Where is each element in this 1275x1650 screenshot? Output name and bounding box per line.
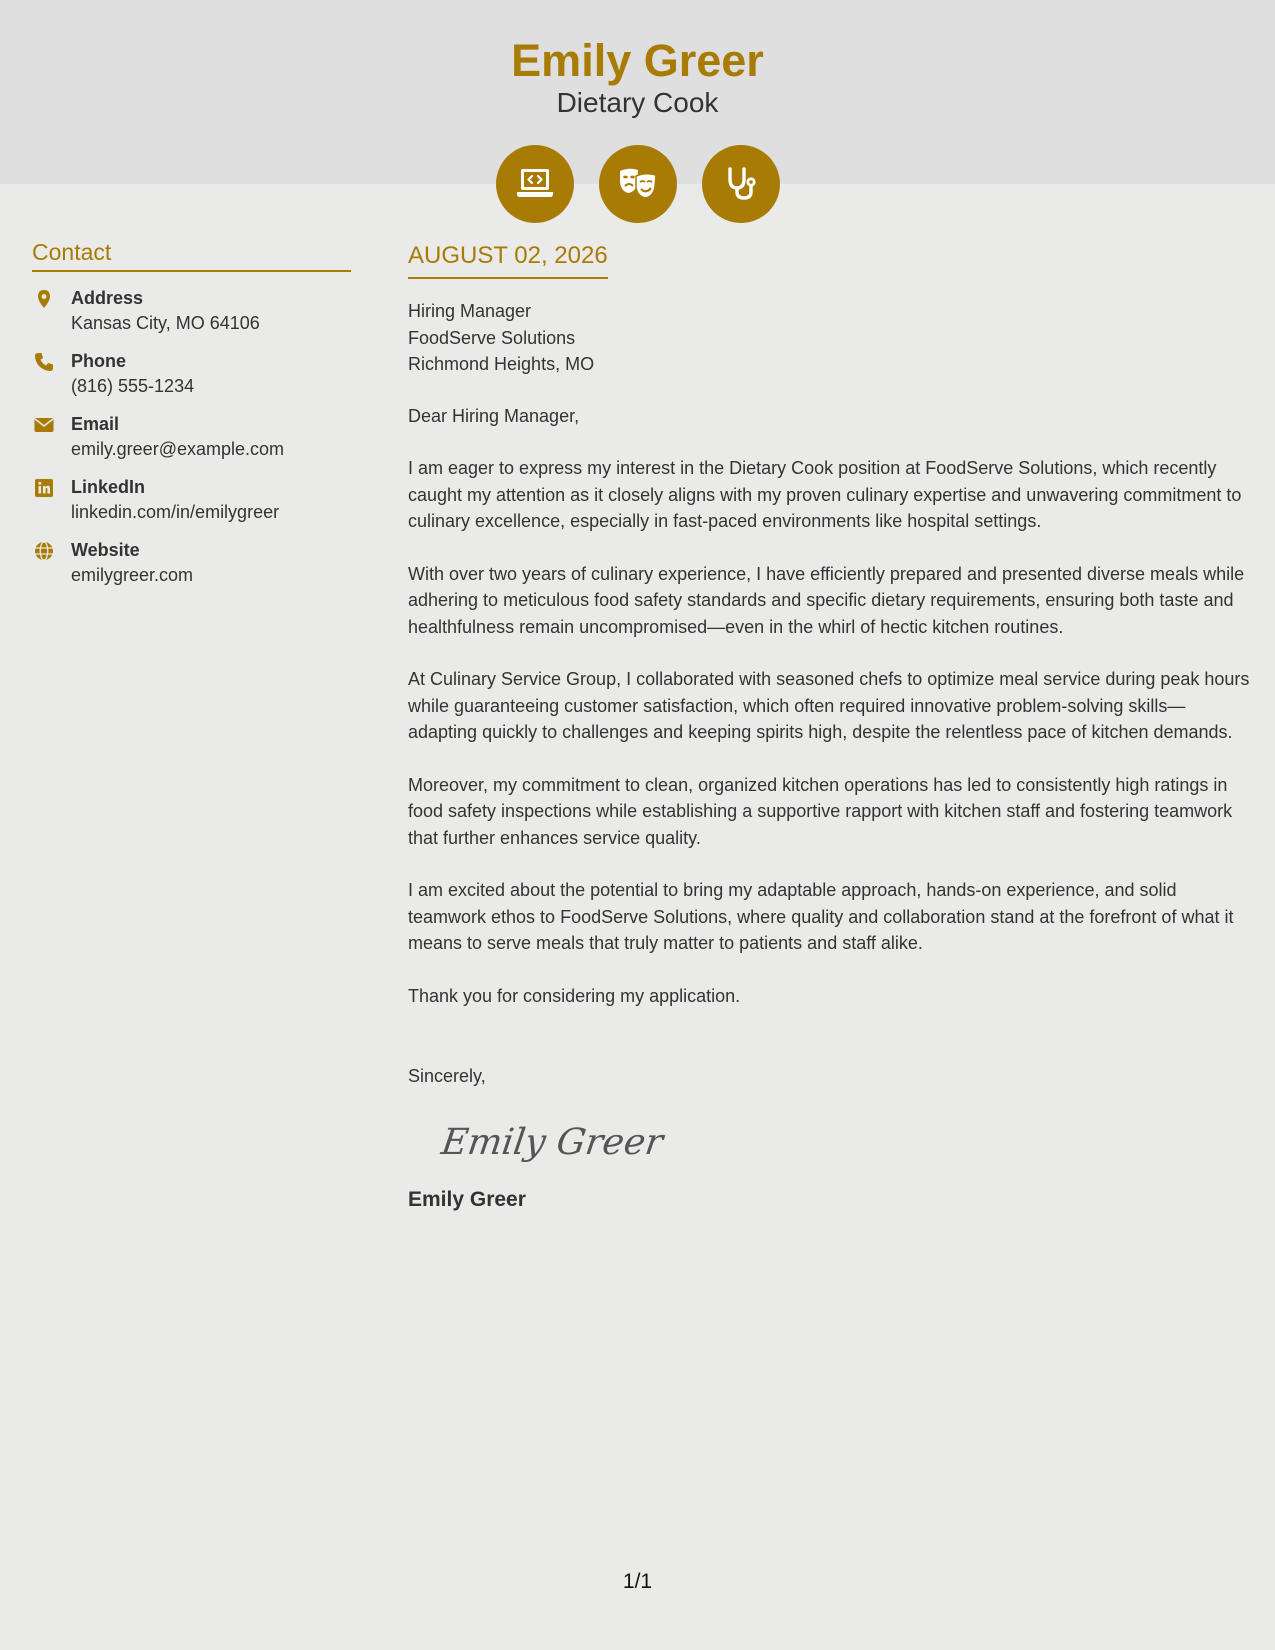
globe-icon [34, 541, 54, 561]
contact-label: Address [71, 288, 144, 308]
linkedin-icon [34, 478, 54, 498]
email-value[interactable]: emily.greer@example.com [71, 439, 285, 459]
signature-text: Emily Greer [438, 1119, 666, 1163]
letter-paragraph: Moreover, my commitment to clean, organized kitchen operations has led to consistently high ratings in food safety inspections while establishing a supportive rapport with kitchen staff and fostering teamwork that further enhances service quality. [408, 774, 1233, 848]
map-marker-icon [34, 289, 54, 309]
contact-label: Website [71, 540, 140, 560]
contact-list [32, 286, 351, 601]
recipient-line: Hiring Manager [408, 301, 532, 321]
letter-paragraph: Thank you for considering my application. [408, 985, 741, 1006]
applicant-name: Emily Greer [511, 35, 764, 86]
contact-label: Phone [71, 351, 127, 371]
page-number: 1/1 [622, 1570, 653, 1593]
contact-item-phone [32, 349, 351, 412]
laptop-code-icon [496, 145, 574, 223]
salutation: Dear Hiring Manager, [408, 405, 580, 426]
contact-item-address [32, 286, 351, 349]
phone-icon [34, 352, 54, 372]
letter-paragraph: At Culinary Service Group, I collaborated with seasoned chefs to optimize meal service during peak hours while guaranteeing customer satisfaction, which often required innovative problem-solving skills—adapting quickly to challenges and keeping spirits high, despite the relentless pace of kitchen demands. [408, 669, 1250, 742]
recipient-line: Richmond Heights, MO [408, 354, 595, 374]
header-icon-row [496, 145, 780, 223]
contact-item-linkedin [32, 475, 351, 538]
signed-name: Emily Greer [408, 1187, 526, 1211]
theater-masks-icon [599, 145, 677, 223]
contact-heading: Contact [32, 238, 351, 272]
stethoscope-icon [702, 145, 780, 223]
phone-value: (816) 555-1234 [71, 376, 195, 396]
address-value: Kansas City, MO 64106 [71, 313, 260, 333]
letter-date: AUGUST 02, 2026 [408, 240, 608, 279]
signature-image [438, 1112, 1253, 1172]
contact-sidebar [32, 238, 351, 601]
envelope-icon [34, 415, 54, 435]
website-value[interactable]: emilygreer.com [71, 565, 194, 585]
recipient-block [408, 298, 1253, 378]
letter-body [408, 240, 1253, 1214]
linkedin-value[interactable]: linkedin.com/in/emilygreer [71, 502, 280, 522]
recipient-line: FoodServe Solutions [408, 327, 576, 348]
job-title: Dietary Cook [556, 87, 719, 118]
closing: Sincerely, [408, 1066, 486, 1086]
letter-paragraph: I am eager to express my interest in the Dietary Cook position at FoodServe Solutions, which recently caught my attention as it closely aligns with my proven culinary expertise and unwavering commitment to culinary excellence, especially in fast-paced environments like hospital settings. [408, 458, 1242, 531]
contact-label: LinkedIn [71, 477, 146, 497]
contact-label: Email [71, 414, 120, 434]
letter-paragraph: I am excited about the potential to bring my adaptable approach, hands-on experience, and solid teamwork ethos to FoodServe Solutions, where quality and collaboration stand at the forefront of what it means to serve meals that truly matter to patients and staff alike. [408, 880, 1234, 953]
letter-paragraph: With over two years of culinary experience, I have efficiently prepared and presented diverse meals while adhering to meticulous food safety standards and specific dietary requirements, ensuring both taste and healthfulness remain uncompromised—even in the whirl of hectic kitchen routines. [408, 563, 1245, 637]
contact-item-email [32, 412, 351, 475]
contact-item-website [32, 538, 351, 601]
